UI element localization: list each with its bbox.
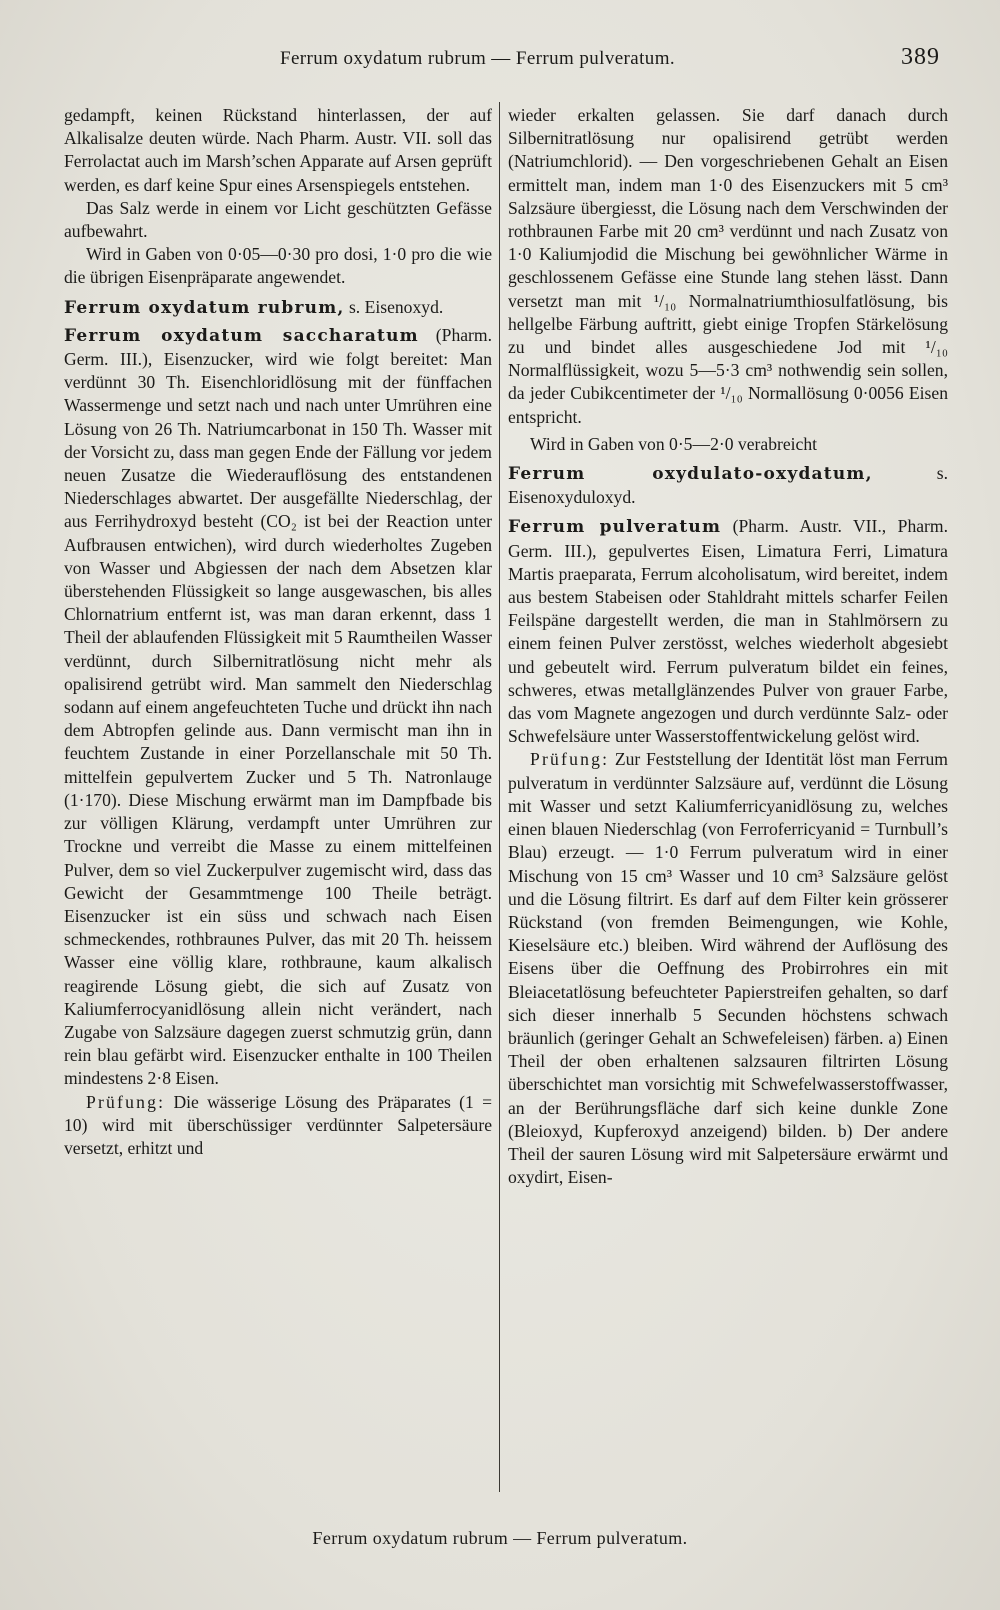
paragraph-text: Zur Feststellung der Identität löst man Ferrum pulveratum in verdünnter Salzsäure auf, verdünnt die Lösung mit Wasser und setzt Kaliumferricyanidlösung zu, welches einen blauen Niederschlag (von Ferroferricyanid = Turnbull’s Blau) erzeugt. — 1·0 Ferrum pulveratum wird in einer Mischung von 15 cm³ Wasser und 10 cm³ Salzsäure gelöst und die Lösung filtrirt. Es darf auf dem Filter kein grösserer Rückstand (von fremden Beimengungen, wie Kohle, Kieselsäure etc.) bleiben. Wird während der Auflösung des Eisens über die Oeffnung des Probirrohres ein mit Bleiacetatlösung befeuchteter Papierstreifen gehalten, so darf sich dieser innerhalb 5 Secunden höchstens schwach bräunlich (geringer Gehalt an Schwefeleisen) färben. a) Einen Theil der oben erhaltenen salzsauren filtrirten Lösung überschichtet man vorsichtig mit Schwefelwasserstoffwasser, an der Berührungsfläche darf sich keine dunkle Zone (Bleioxyd, Kupferoxyd anzeigend) bilden. b) Der andere Theil der sauren Lösung wird mit Salpetersäure erwärmt und oxydirt, Eisen- bbox=[508, 749, 948, 1188]
entry-headword: Ferrum oxydulato-oxydatum, bbox=[508, 464, 873, 485]
entry-ferrum-oxydatum-saccharatum bbox=[64, 324, 492, 1091]
pruefung-paragraph bbox=[508, 748, 948, 1189]
left-column bbox=[64, 104, 492, 1160]
entry-text: s. Eisenoxyd. bbox=[344, 296, 444, 317]
pruefung-paragraph bbox=[64, 1091, 492, 1161]
paragraph: Das Salz werde in einem vor Licht geschützten Gefässe aufbewahrt. bbox=[64, 197, 492, 242]
entry-headword: Ferrum oxydatum saccharatum bbox=[64, 325, 419, 346]
right-column bbox=[508, 104, 948, 1189]
entry-text: s. Eisenoxyduloxyd. bbox=[508, 463, 948, 508]
running-title: Ferrum oxydatum rubrum — Ferrum pulveratum. bbox=[280, 48, 676, 69]
entry-headword: Ferrum oxydatum rubrum, bbox=[64, 297, 345, 318]
entry-text: (Pharm. Austr. VII., Pharm. Germ. III.), gepulvertes Eisen, Limatura Ferri, Limatura Martis praeparata, Ferrum alcoholisatum, wird bereitet, indem aus bestem Stabeisen oder Stahldraht mittels scharfer Feilen Feilspäne dargestellt werden, die man in Stahlmörsern zu einem feinen Pulver zerstösst, welches wiederholt abgesiebt und gebeutelt wird. Ferrum pulveratum bildet ein feines, schweres, etwas metallglänzendes Pulver von grauer Farbe, das vom Magnete angezogen und durch verdünnte Salz- oder Schwefelsäure unter Wasserstoffentwickelung gelöst wird. bbox=[508, 516, 948, 747]
paragraph: Wird in Gaben von 0·5—2·0 verabreicht bbox=[530, 433, 818, 454]
page-footer bbox=[0, 1528, 1000, 1549]
page-number: 389 bbox=[901, 44, 940, 70]
entry-ferrum-oxydatum-rubrum bbox=[64, 296, 492, 320]
footer-text: Ferrum oxydatum rubrum — Ferrum pulveratum. bbox=[312, 1528, 688, 1548]
paragraph: Wird in Gaben von 0·05—0·30 pro dosi, 1·0 pro die wie die übrigen Eisenpräparate angewendet. bbox=[64, 244, 492, 288]
paragraph: gedampft, keinen Rückstand hinterlassen, der auf Alkalisalze deuten würde. Nach Pharm. Austr. VII. soll das Ferrolactat auch im Marsh’schen Apparate auf Arsen geprüft werden, es darf keine Spur eines Arsenspiegels entstehen. bbox=[64, 105, 492, 195]
entry-text: (Pharm. Germ. III.), Eisenzucker, wird wie folgt bereitet: Man verdünnt 30 Th. Eisenchloridlösung mit der fünffachen Wassermenge und setzt nach und nach unter Umrühren eine Lösung von 26 Th. Natriumcarbonat in 150 Th. Wasser mit der Vorsicht zu, dass man gegen Ende der Fällung vor jedem neuen Zusatze die Wiederauflösung des entstandenen Niederschlages abwartet. Der ausgefällte Niederschlag, der aus Ferrihydroxyd besteht (CO₂ ist bei der Reaction unter Aufbrausen entwichen), wird durch wiederholtes Zugeben von Wasser und Abgiessen der nach dem Absetzen klar überstehenden Flüssigkeit so lange ausgewaschen, bis alles Chlornatrium entfernt ist, was man daran erkennt, dass 1 Theil der ablaufenden Flüssigkeit mit 5 Raumtheilen Wasser verdünnt, durch Silbernitratlösung nicht mehr als opalisirend getrübt wird. Man sammelt den Niederschlag sodann auf einem angefeuchteten Tuche und drückt ihn nach dem Abtropfen gelinde aus. Dann vermischt man ihn in feuchtem Zustande in einer Porzellanschale mit 50 Th. mittelfein gepulvertem Zucker und 5 Th. Natronlauge (1·170). Diese Mischung erwärmt man im Dampfbade bis zur völligen Klärung, verdampft unter Umrühren zur Trockne und verreibt die Masse zu einem mittelfeinen Pulver, dem so viel Zuckerpulver zugemischt wird, dass das Gewicht der Gesammtmenge 100 Theile beträgt. Eisenzucker ist ein süss und schwach nach Eisen schmeckendes, rothbraunes Pulver, das mit 20 Th. heissem Wasser eine völlig klare, rothbraune, kaum alkalisch reagirende Lösung giebt, die sich auf Zusatz von Kaliumferrocyanidlösung allein nicht verändert, nach Zugabe von Salzsäure dagegen zuerst schmutzig grün, dann rein blau gefärbt wird. Eisenzucker enthalte in 100 Theilen mindestens 2·8 Eisen. bbox=[64, 324, 493, 1089]
pruefung-label: Prüfung: bbox=[530, 749, 610, 770]
running-head bbox=[0, 44, 1000, 78]
paragraph: wieder erkalten gelassen. Sie darf danach durch Silbernitratlösung nur opalisirend getrübt werden (Natriumchlorid). — Den vorgeschriebenen Gehalt an Eisen ermittelt man, indem man 1·0 des Eisenzuckers mit 5 cm³ Salzsäure übergiesst, die Lösung nach dem Verschwinden der rothbraunen Farbe mit 20 cm³ verdünnt und nach Zusatz von 1·0 Kaliumjodid die Mischung bei gewöhnlicher Wärme in geschlossenem Gefässe eine Stunde lang stehen lässt. Dann versetzt man mit ¹/₁₀ Normalnatriumthiosulfatlösung, bis hellgelbe Färbung auftritt, giebt einige Tropfen Stärkelösung zu und bindet alles ausgeschiedene Jod mit ¹/₁₀ Normalflüssigkeit, wozu 5—5·3 cm³ nothwendig sein sollen, da jeder Cubikcentimeter der ¹/₁₀ Normallösung 0·0056 Eisen entspricht. bbox=[508, 105, 948, 427]
pruefung-label: Prüfung: bbox=[86, 1091, 166, 1112]
entry-ferrum-pulveratum bbox=[508, 515, 948, 748]
entry-ferrum-oxydulato-oxydatum bbox=[508, 462, 948, 509]
entry-headword: Ferrum pulveratum bbox=[508, 517, 722, 538]
column-divider bbox=[499, 102, 500, 1492]
paragraph-text: Die wässerige Lösung des Präparates (1 = 10) wird mit überschüssiger verdünnter Salpetersäure versetzt, erhitzt und bbox=[64, 1091, 492, 1158]
